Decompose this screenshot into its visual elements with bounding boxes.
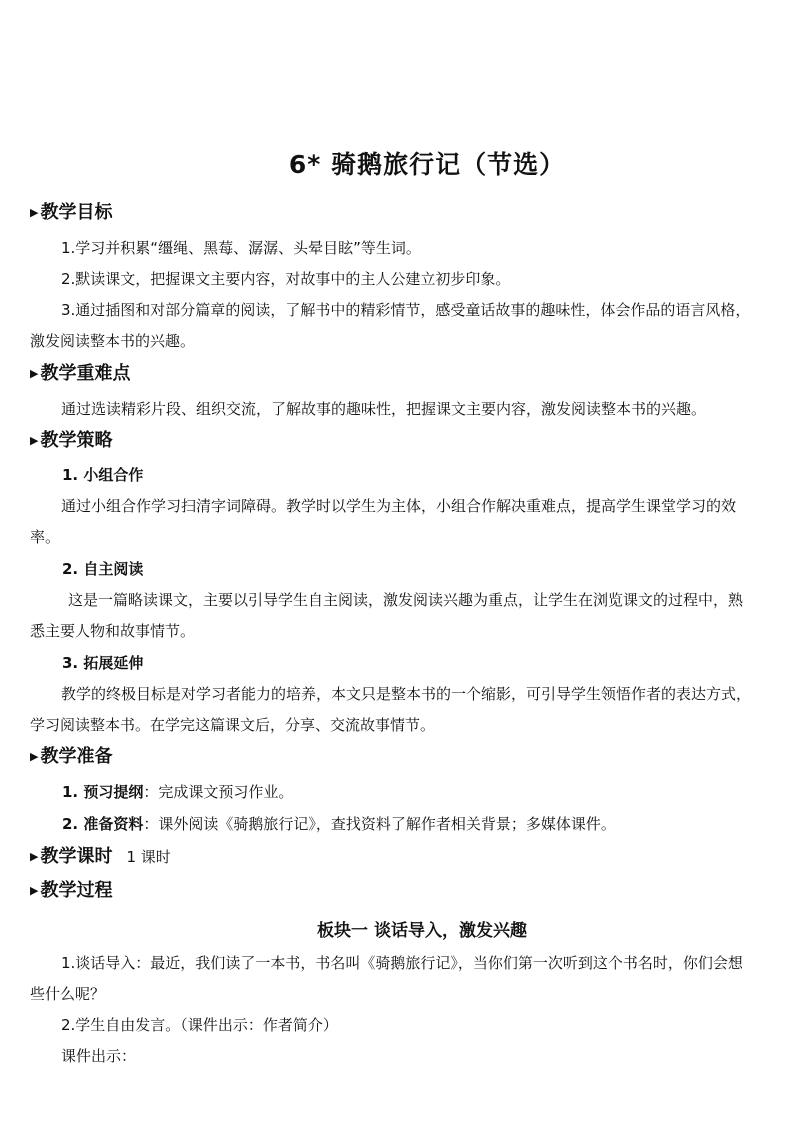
triangle-bullet-icon: ▶ xyxy=(30,367,39,380)
strategy-title-2: 2. 自主阅读 xyxy=(62,560,144,578)
block-title: 板块一 谈话导入，激发兴趣 xyxy=(317,921,527,941)
process-item-2: 2.学生自由发言。（课件出示：作者简介） xyxy=(61,1016,338,1034)
strategy-text-1: 通过小组合作学习扫清字词障碍。教学时以学生为主体，小组合作解决重难点，提高学生课堂学习的效率。 xyxy=(30,497,737,546)
page-title xyxy=(0,145,794,181)
objective-item-2: 2.默读课文，把握课文主要内容，对故事中的主人公建立初步印象。 xyxy=(61,270,511,288)
triangle-bullet-icon: ▶ xyxy=(30,434,39,447)
section-heading-objectives: ▶ 教学目标 xyxy=(30,202,113,223)
preparation-item-1 xyxy=(62,780,293,804)
triangle-bullet-icon: ▶ xyxy=(30,884,39,897)
section-heading-strategy: ▶ 教学策略 xyxy=(30,430,113,451)
triangle-bullet-icon: ▶ xyxy=(30,850,39,863)
strategy-title-3: 3. 拓展延伸 xyxy=(62,654,144,672)
preparation-text-2: ：课外阅读《骑鹅旅行记》，查找资料了解作者相关背景；多媒体课件。 xyxy=(143,815,616,833)
strategy-title-1: 1. 小组合作 xyxy=(62,466,144,484)
section-heading-hours: ▶ 教学课时 1 课时 xyxy=(30,846,171,867)
objective-item-1: 1.学习并积累“缰绳、黑莓、潺潺、头晕目眩”等生词。 xyxy=(61,239,421,257)
strategy-text-3: 教学的终极目标是对学习者能力的培养，本文只是整本书的一个缩影，可引导学生领悟作者的表达方式，学习阅读整本书。在学完这篇课文后，分享、交流故事情节。 xyxy=(30,685,752,734)
preparation-text-1: ：完成课文预习作业。 xyxy=(143,783,294,801)
section-heading-process: ▶ 教学过程 xyxy=(30,880,113,901)
strategy-text-2: 这是一篇略读课文，主要以引导学生自主阅读，激发阅读兴趣为重点，让学生在浏览课文的过程中，熟悉主要人物和故事情节。 xyxy=(30,591,744,640)
process-item-1: 1.谈话导入：最近，我们读了一本书，书名叫《骑鹅旅行记》，当你们第一次听到这个书名时，你们会想些什么呢？ xyxy=(30,954,743,1003)
title-text: 6* 骑鹅旅行记（节选） xyxy=(288,150,566,179)
key-points-text: 通过选读精彩片段、组织交流，了解故事的趣味性，把握课文主要内容，激发阅读整本书的兴趣。 xyxy=(61,400,707,418)
triangle-bullet-icon: ▶ xyxy=(30,206,39,219)
preparation-item-2 xyxy=(62,812,616,836)
process-item-3: 课件出示： xyxy=(61,1047,137,1065)
hours-value: 1 课时 xyxy=(126,848,171,866)
preparation-label-2: 2. 准备资料 xyxy=(62,815,144,833)
section-heading-preparation: ▶ 教学准备 xyxy=(30,746,113,767)
triangle-bullet-icon: ▶ xyxy=(30,750,39,763)
objective-item-3: 3.通过插图和对部分篇章的阅读，了解书中的精彩情节，感受童话故事的趣味性，体会作品的语言风格，激发阅读整本书的兴趣。 xyxy=(30,301,751,350)
section-heading-key-points: ▶ 教学重难点 xyxy=(30,363,131,384)
preparation-label-1: 1. 预习提纲 xyxy=(62,783,144,801)
